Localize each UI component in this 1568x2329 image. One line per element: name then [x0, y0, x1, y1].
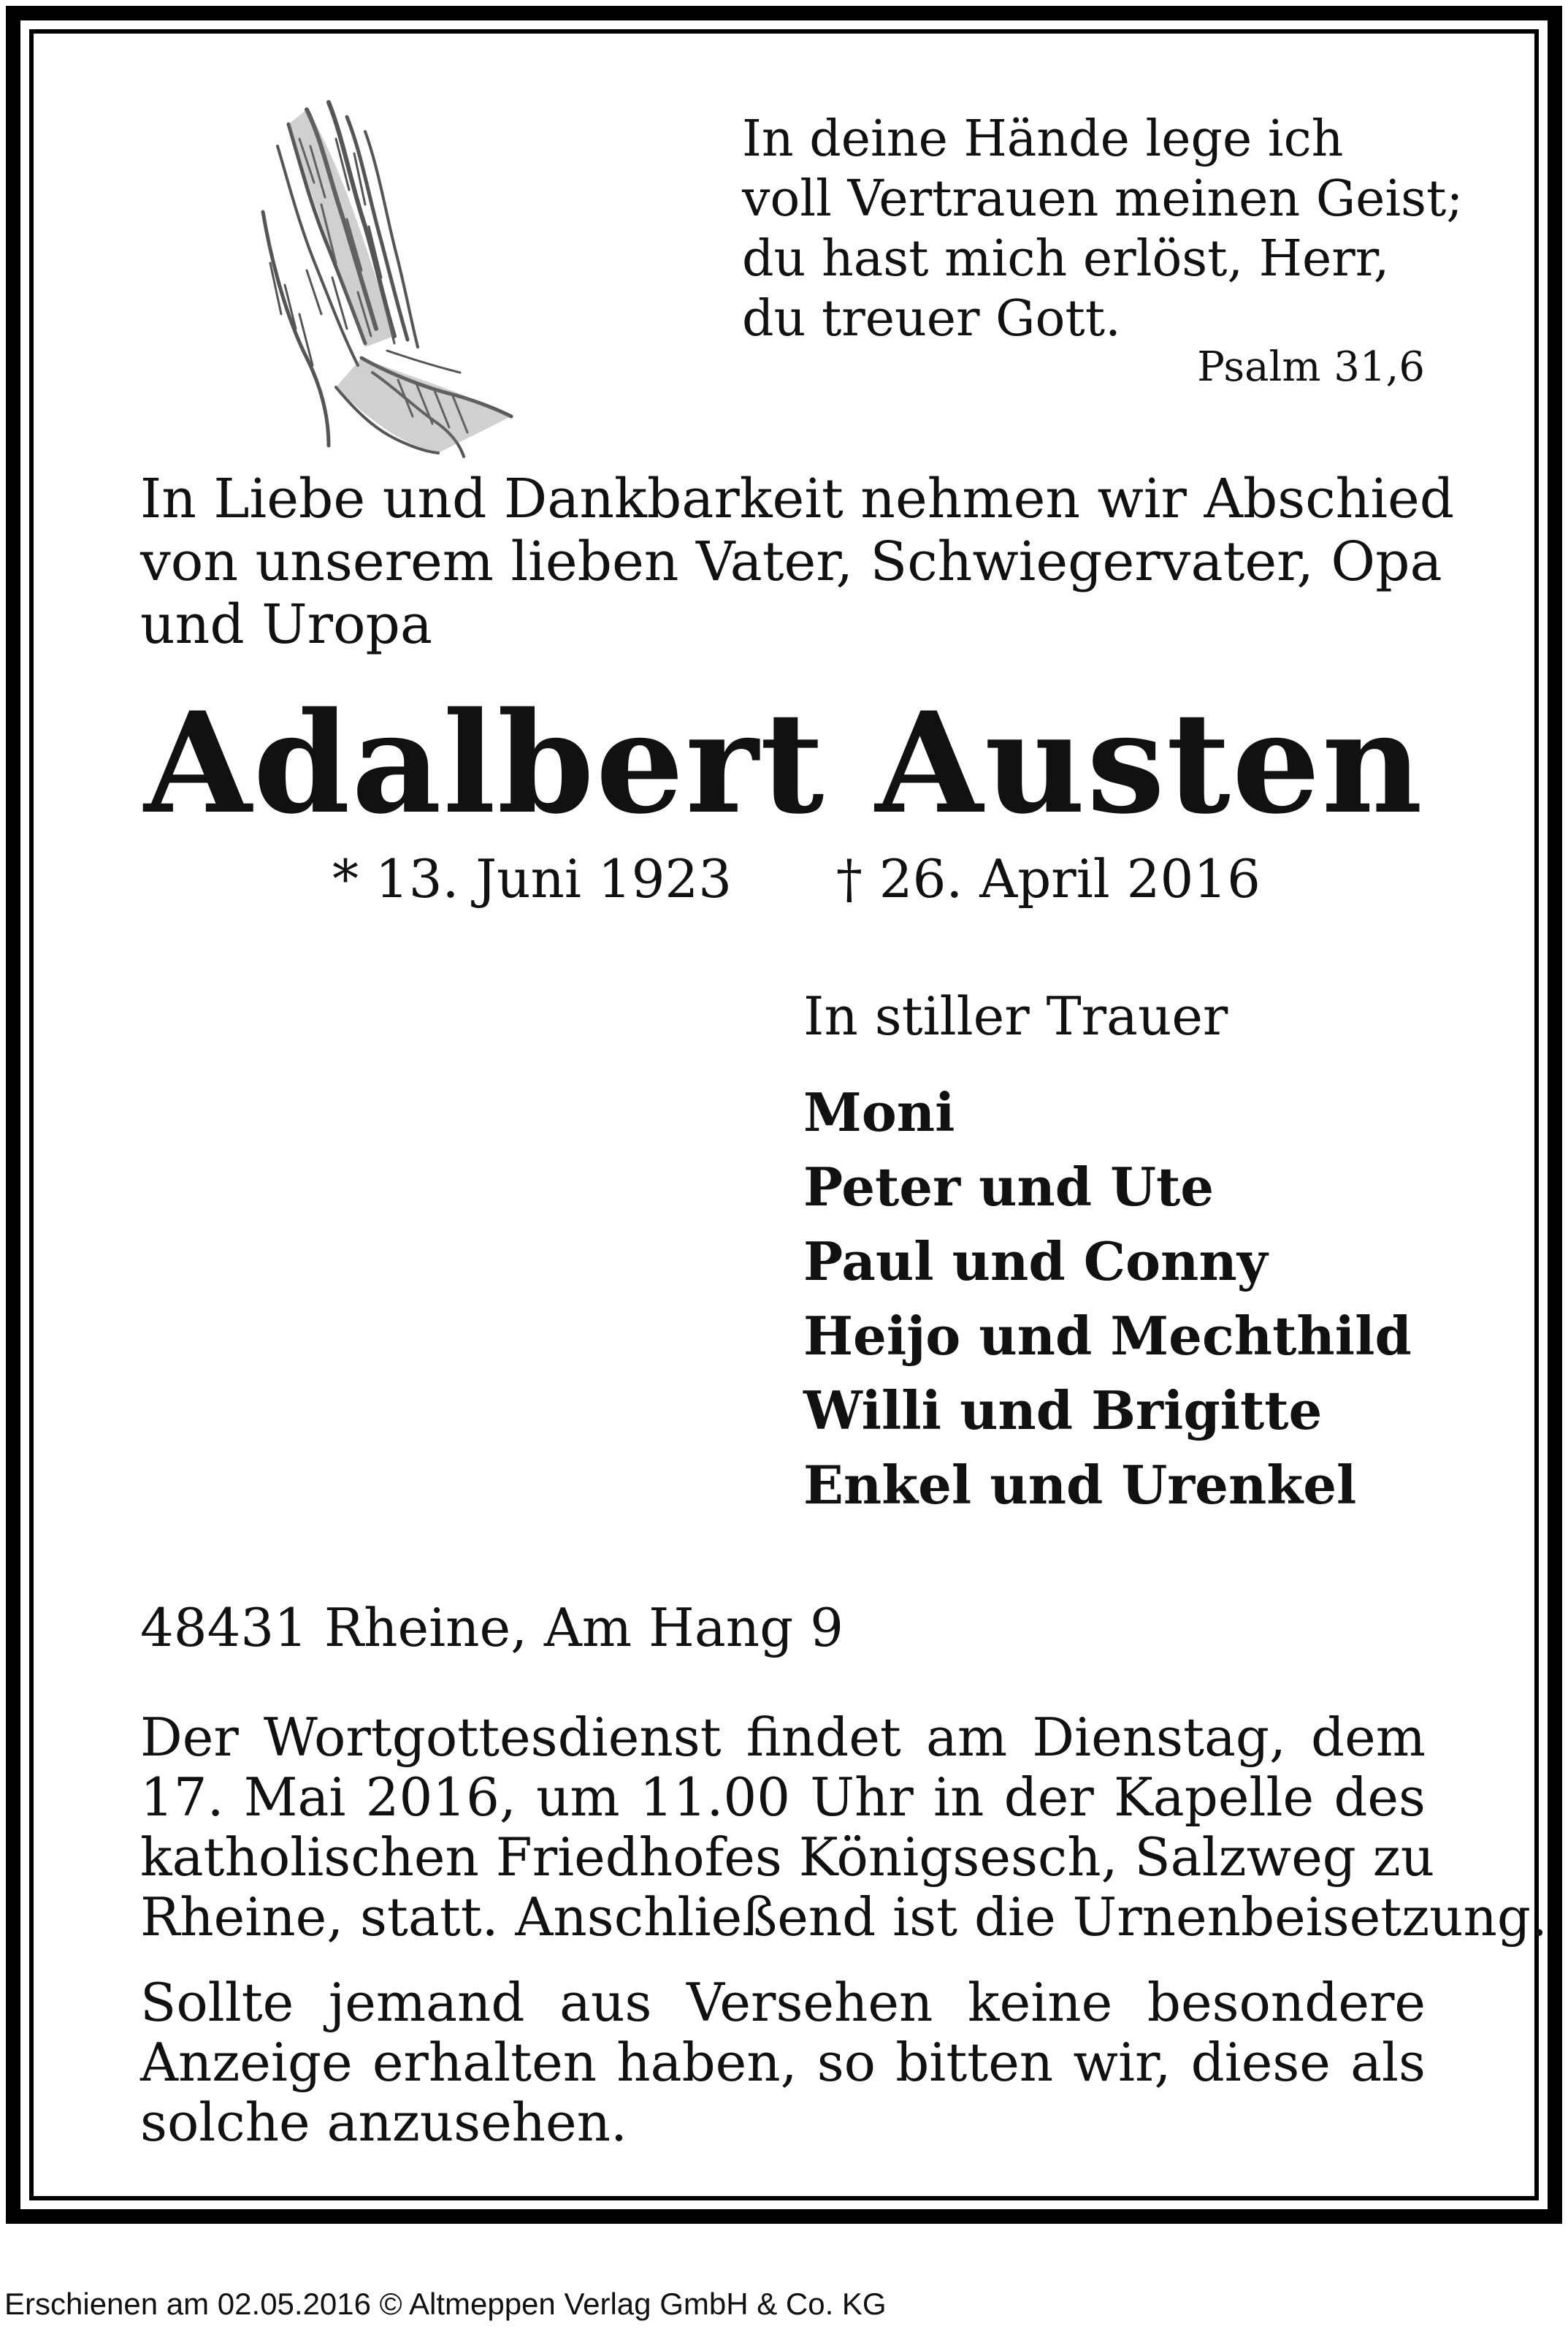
deceased-name: Adalbert Austen: [144, 682, 1424, 845]
mourning-heading: In stiller Trauer: [803, 986, 1228, 1047]
family-member: Heijo und Mechthild: [803, 1305, 1412, 1367]
family-list: [803, 1075, 1412, 1522]
praying-hands-icon: [219, 95, 526, 460]
notice-line: Anzeige erhalten haben, so bitten wir, diese als: [140, 2032, 1426, 2093]
family-member: Enkel und Urenkel: [803, 1454, 1357, 1516]
publication-footer: Erschienen am 02.05.2016 © Altmeppen Verlag GmbH & Co. KG: [4, 2287, 887, 2321]
intro-line: In Liebe und Dankbarkeit nehmen wir Abschied: [140, 468, 1455, 530]
family-member: Willi und Brigitte: [803, 1379, 1323, 1441]
psalm-line: du hast mich erlöst, Herr,: [742, 230, 1390, 288]
psalm-quote: [742, 110, 1464, 349]
intro-text: [140, 468, 1455, 656]
service-line: katholischen Friedhofes Königsesch, Salzweg zu: [140, 1826, 1435, 1888]
service-paragraph: [140, 1707, 1548, 1948]
psalm-line: In deine Hände lege ich: [742, 110, 1344, 168]
service-line: 17. Mai 2016, um 11.00 Uhr in der Kapelle des: [140, 1766, 1426, 1828]
intro-line: und Uropa: [140, 593, 432, 656]
psalm-reference: Psalm 31,6: [1197, 343, 1425, 391]
notice-paragraph: [140, 1972, 1426, 2152]
birth-date: * 13. Juni 1923: [332, 848, 733, 910]
notice-line: Sollte jemand aus Versehen keine besondere: [140, 1972, 1426, 2033]
family-member: Peter und Ute: [803, 1156, 1215, 1218]
family-member: Moni: [803, 1081, 955, 1143]
family-member: Paul und Conny: [803, 1230, 1268, 1292]
notice-line: solche anzusehen.: [140, 2092, 627, 2153]
intro-line: von unserem lieben Vater, Schwiegervater, Opa: [140, 530, 1442, 593]
psalm-line: voll Vertrauen meinen Geist;: [742, 170, 1464, 228]
psalm-line: du treuer Gott.: [742, 290, 1121, 348]
death-date: † 26. April 2016: [835, 848, 1261, 910]
life-dates: [332, 847, 1261, 910]
service-line: Der Wortgottesdienst findet am Dienstag, dem: [140, 1707, 1426, 1768]
service-line: Rheine, statt. Anschließend ist die Urnenbeisetzung.: [140, 1886, 1548, 1948]
address: 48431 Rheine, Am Hang 9: [140, 1597, 844, 1658]
